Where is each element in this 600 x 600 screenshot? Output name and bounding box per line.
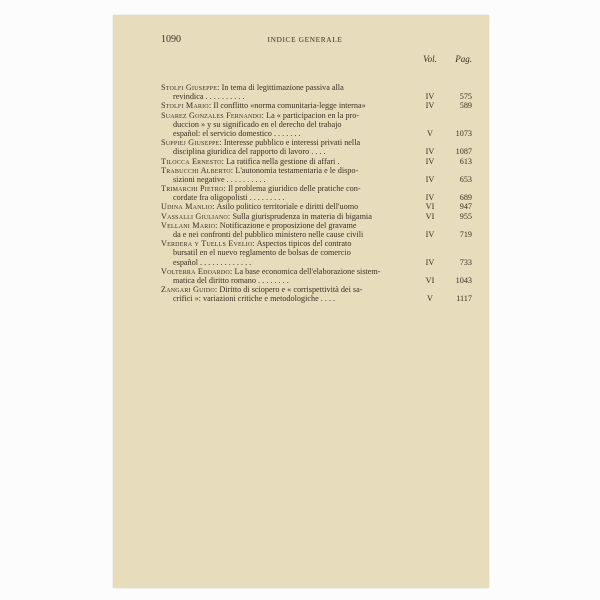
entry-title-text: La « participacion en la pro-	[266, 110, 360, 120]
entry-line	[161, 101, 472, 110]
entry-line	[161, 92, 472, 101]
entry-author: Trabucchi Alberto:	[161, 165, 234, 175]
entry-line	[161, 294, 472, 303]
entry-page: 653	[459, 174, 472, 184]
entry-text	[161, 175, 266, 184]
entry-line	[161, 248, 472, 257]
entry-line	[161, 267, 472, 276]
entry-text	[161, 267, 381, 276]
entry-title-text: crifici »: variazioni critiche e metodologiche . . . .	[173, 294, 336, 304]
entry-author: Trimarchi Pietro:	[161, 184, 226, 194]
entry-title-text: español . . . . . . . . . . . . .	[173, 257, 252, 267]
entry-title-text: duccion » y su significado en el derecho del trabajo	[173, 119, 342, 129]
entry-author: Vassalli Giuliano:	[161, 211, 231, 221]
index-entry	[161, 111, 472, 139]
entry-author: Suarez Gonzales Fernando:	[161, 110, 265, 120]
entry-title-text: L'autonomia testamentaria e le dispo-	[235, 165, 359, 175]
entry-text	[161, 239, 351, 248]
entry-author: Stolfi Giuseppe:	[161, 83, 220, 92]
entry-line	[161, 120, 472, 129]
index-entry	[161, 239, 472, 267]
entry-page: 1043	[455, 275, 472, 285]
entry-text	[161, 101, 366, 110]
entry-text	[161, 147, 326, 156]
entry-title-text: da e nei confronti del pubblico ministero nelle cause civili	[173, 230, 364, 239]
index-entry	[161, 212, 472, 221]
entry-volume: IV	[425, 174, 435, 184]
entry-volume: IV	[425, 230, 435, 239]
entry-line	[161, 147, 472, 156]
entry-author: Vellani Mario:	[161, 220, 218, 230]
entry-author: Zangari Guido:	[161, 285, 218, 295]
pag-column-header: Pag.	[455, 54, 472, 64]
entry-page: 1117	[456, 294, 472, 304]
entry-author: Suppiej Giuseppe:	[161, 138, 222, 148]
entry-title-text: Aspectos tipicos del contrato	[256, 239, 352, 249]
index-entry	[161, 83, 472, 101]
entry-text	[161, 212, 372, 221]
entry-title-text: In tema di legittimazione passiva alla	[221, 83, 344, 92]
entry-page: 719	[459, 230, 472, 239]
entry-page: 613	[459, 156, 472, 166]
page-header	[161, 34, 449, 46]
index-entry	[161, 184, 472, 202]
entry-line	[161, 111, 472, 120]
entry-text	[161, 202, 358, 211]
entry-author: Verdera y Tuells Evelio:	[161, 239, 255, 249]
entry-volume: V	[427, 128, 433, 138]
page-number: 1090	[161, 34, 181, 45]
index-entries	[161, 83, 472, 304]
entry-page: 955	[459, 211, 472, 221]
entry-volume: IV	[425, 147, 435, 157]
book-page	[113, 15, 489, 588]
entry-page: 947	[459, 202, 472, 212]
entry-title-text: Il problema giuridico delle pratiche con-	[228, 184, 361, 194]
entry-text	[161, 248, 351, 257]
entry-page: 1073	[455, 128, 472, 138]
entry-line	[161, 239, 472, 248]
entry-text	[161, 111, 359, 120]
index-entry	[161, 221, 472, 239]
entry-title-text: revindica . . . . . . . . . .	[173, 92, 245, 102]
entry-page: 1087	[455, 147, 472, 157]
entry-volume: IV	[425, 92, 435, 102]
entry-text	[161, 83, 344, 92]
entry-title-text: Notificazione e proposizione del gravame	[219, 220, 357, 230]
entry-author: Stolfi Mario:	[161, 101, 212, 111]
entry-line	[161, 129, 472, 138]
entry-title-text: Interesse pubblico e interessi privati nella	[223, 138, 361, 148]
entry-line	[161, 230, 472, 239]
entry-page: 575	[459, 92, 472, 102]
index-entry	[161, 101, 472, 110]
entry-text	[161, 193, 284, 202]
index-entry	[161, 267, 472, 285]
entry-volume: VI	[425, 275, 435, 285]
entry-author: Udina Manlio:	[161, 202, 215, 212]
entry-line	[161, 83, 472, 92]
entry-title-text: español: el servicio domestico . . . . . . .	[173, 128, 301, 138]
entry-line	[161, 138, 472, 147]
entry-title-text: La ratifica nella gestione di affari .	[226, 156, 340, 166]
entry-text	[161, 276, 289, 285]
entry-line	[161, 193, 472, 202]
entry-text	[161, 221, 357, 230]
entry-line	[161, 184, 472, 193]
entry-volume: V	[427, 294, 433, 304]
entry-text	[161, 138, 360, 147]
entry-text	[161, 294, 335, 303]
entry-title-text: La base economica dell'elaborazione sistem-	[234, 266, 381, 276]
entry-title-text: Sulla giurisprudenza in materia di bigamia	[232, 211, 372, 221]
entry-title-text: bursatil en el nuevo reglamento de bolsas de comercio	[173, 248, 351, 258]
index-entry	[161, 285, 472, 303]
entry-line	[161, 175, 472, 184]
entry-text	[161, 230, 363, 239]
entry-line	[161, 258, 472, 267]
entry-text	[161, 92, 244, 101]
index-entry	[161, 138, 472, 156]
entry-title-text: Asilo politico territoriale e diritti dell'uomo	[216, 202, 359, 212]
entry-line	[161, 221, 472, 230]
entry-volume: IV	[425, 101, 435, 111]
column-headers	[161, 54, 472, 66]
entry-title-text: Il conflitto «norma comunitaria-legge interna»	[213, 101, 366, 111]
entry-text	[161, 285, 362, 294]
vol-column-header: Vol.	[423, 54, 437, 64]
entry-author: Volterra Edoardo:	[161, 266, 233, 276]
entry-text	[161, 157, 339, 166]
entry-volume: IV	[425, 193, 435, 203]
entry-volume: VI	[425, 202, 435, 212]
entry-line	[161, 212, 472, 221]
entry-page: 689	[459, 193, 472, 203]
index-entry	[161, 202, 472, 211]
index-entry	[161, 166, 472, 184]
entry-text	[161, 120, 341, 129]
entry-volume: VI	[425, 211, 435, 221]
running-title: INDICE GENERALE	[267, 35, 343, 44]
entry-text	[161, 184, 361, 193]
entry-page: 589	[459, 101, 472, 111]
entry-title-text: matica del diritto romano . . . . . . . .	[173, 275, 289, 285]
index-entry	[161, 157, 472, 166]
entry-line	[161, 166, 472, 175]
entry-text	[161, 129, 301, 138]
entry-page: 733	[459, 257, 472, 267]
entry-volume: IV	[425, 156, 435, 166]
entry-title-text: cordate fra oligopolisti . . . . . . . . .	[173, 193, 285, 203]
entry-line	[161, 157, 472, 166]
entry-text	[161, 166, 358, 175]
entry-title-text: disciplina giuridica del rapporto di lavoro . . . .	[173, 147, 326, 157]
entry-line	[161, 276, 472, 285]
entry-line	[161, 202, 472, 211]
entry-title-text: sizioni negative . . . . . . . . . .	[173, 174, 266, 184]
entry-author: Tilocca Ernesto:	[161, 156, 225, 166]
entry-volume: IV	[425, 257, 435, 267]
entry-line	[161, 285, 472, 294]
entry-text	[161, 258, 251, 267]
entry-title-text: Diritto di sciopero e « corrispettività dei sa-	[219, 285, 363, 295]
